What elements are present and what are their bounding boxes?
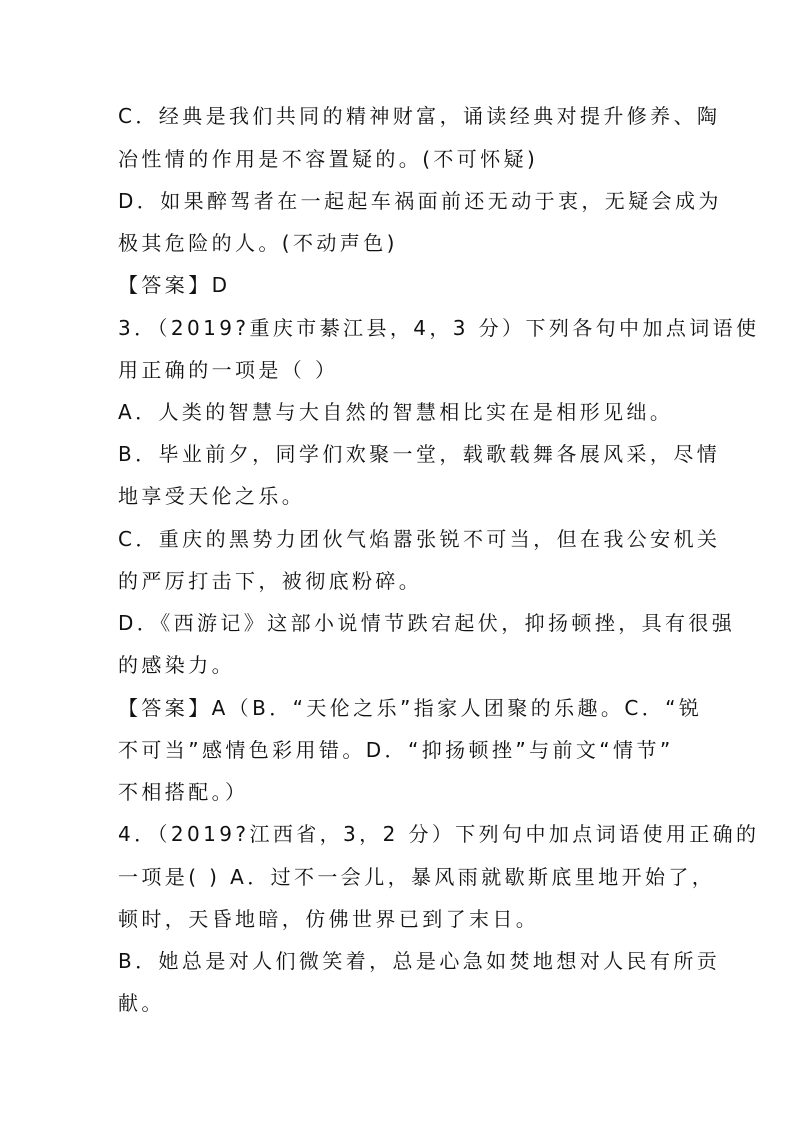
question-3-line-1: 3．（2019?重庆市綦江县，4，3 分）下列各句中加点词语使 bbox=[118, 316, 760, 340]
text-line-option-d: D．如果醉驾者在一起起车祸面前还无动于衷，无疑会成为 bbox=[118, 189, 722, 213]
answer-line-q3-cont-1: 不可当”感情色彩用错。D．“抑扬顿挫”与前文“情节” bbox=[118, 738, 674, 762]
question-3-option-b: B．毕业前夕，同学们欢聚一堂，载歌载舞各展风采，尽情 bbox=[118, 442, 721, 466]
question-3-option-b-cont: 地享受天伦之乐。 bbox=[118, 484, 306, 508]
question-4-option-b-cont: 献。 bbox=[118, 991, 165, 1015]
answer-line-q3: 【答案】A（B．“天伦之乐”指家人团聚的乐趣。C．“锐 bbox=[118, 696, 703, 720]
question-3-option-c-cont: 的严厉打击下，被彻底粉碎。 bbox=[118, 569, 423, 593]
text-line-option-c-cont: 冶性情的作用是不容置疑的。(不可怀疑) bbox=[118, 147, 539, 171]
text-line-option-c: C．经典是我们共同的精神财富，诵读经典对提升修养、陶 bbox=[118, 104, 721, 128]
question-3-option-c: C．重庆的黑势力团伙气焰嚣张锐不可当，但在我公安机关 bbox=[118, 527, 721, 551]
question-3-option-d-cont: 的感染力。 bbox=[118, 653, 235, 677]
question-4-line-1: 4．（2019?江西省，3，2 分）下列句中加点词语使用正确的 bbox=[118, 822, 760, 846]
answer-line-q2: 【答案】D bbox=[118, 273, 231, 297]
question-4-option-b: B．她总是对人们微笑着，总是心急如焚地想对人民有所贡 bbox=[118, 949, 721, 973]
question-3-line-2: 用正确的一项是（ ） bbox=[118, 358, 339, 382]
question-4-line-3: 顿时，天昏地暗，仿佛世界已到了末日。 bbox=[118, 907, 540, 931]
question-3-option-a: A．人类的智慧与大自然的智慧相比实在是相形见绌。 bbox=[118, 400, 674, 424]
question-3-option-d: D．《西游记》这部小说情节跌宕起伏，抑扬顿挫，具有很强 bbox=[118, 611, 736, 635]
text-line-option-d-cont: 极其危险的人。(不动声色) bbox=[118, 231, 398, 255]
answer-line-q3-cont-2: 不相搭配。） bbox=[118, 780, 249, 804]
question-4-line-2: 一项是( ) A．过不一会儿，暴风雨就歇斯底里地开始了， bbox=[118, 865, 716, 889]
